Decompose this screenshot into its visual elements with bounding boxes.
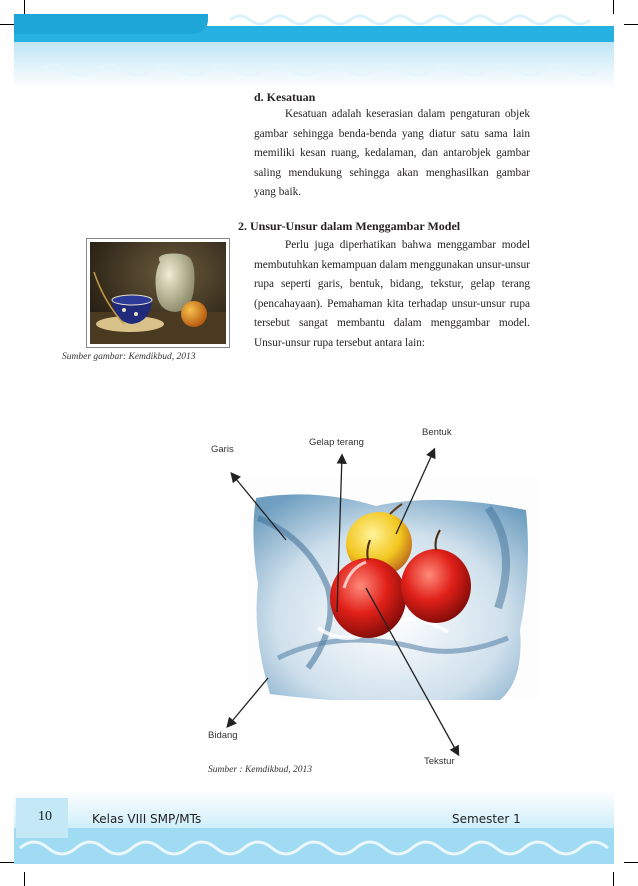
still-life-image	[90, 242, 226, 344]
apples-painting	[248, 478, 538, 700]
footer-semester: Semester 1	[452, 812, 521, 826]
still-life-photo	[86, 238, 230, 348]
label-tekstur: Tekstur	[424, 756, 455, 767]
section-2-title: 2. Unsur-Unsur dalam Menggambar Model	[238, 219, 461, 233]
header-ornament	[0, 0, 638, 90]
diagram-caption: Sumber : Kemdikbud, 2013	[208, 765, 312, 775]
header-decoration	[0, 0, 638, 90]
section-d-text: Kesatuan adalah keserasian dalam pengaturan objek gambar sehingga benda-benda yang diatur satu sama lain memiliki kesan ruang, kedalaman, dan antarobjek gambar saling mendukung sehingga akan menghasilkan gambar yang baik.	[254, 108, 530, 198]
label-garis: Garis	[211, 444, 234, 455]
page-number: 10	[38, 809, 52, 824]
section-2-paragraph	[254, 236, 530, 353]
label-bidang: Bidang	[208, 730, 238, 741]
label-bentuk: Bentuk	[422, 427, 452, 438]
section-d-paragraph	[254, 105, 530, 203]
label-gelap-terang: Gelap terang	[309, 437, 364, 448]
section-d-title: d. Kesatuan	[254, 90, 316, 104]
footer-book-title: Kelas VIII SMP/MTs	[92, 812, 202, 826]
section-2-text: Perlu juga diperhatikan bahwa menggambar model membutuhkan kemampuan dalam menggunakan unsur-unsur rupa seperti garis, bentuk, bidang, tekstur, gelap terang (pencahayaan). Pemahaman kita terhadap unsur-unsur rupa tersebut sangat membantu dalam menggambar model. Unsur-unsur rupa tersebut antara lain:	[254, 239, 530, 349]
footer-decoration	[0, 790, 638, 886]
footer-ornament	[0, 790, 638, 886]
still-life-caption: Sumber gambar: Kemdikbud, 2013	[62, 352, 196, 362]
